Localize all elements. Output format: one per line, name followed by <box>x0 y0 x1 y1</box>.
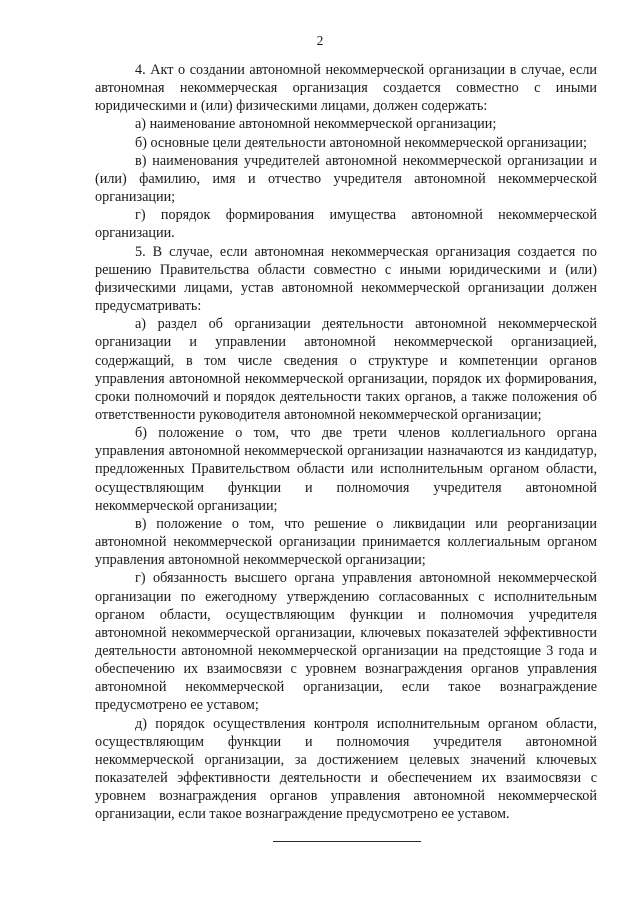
paragraph-4-intro: 4. Акт о создании автономной некоммерческой организации в случае, если автономная некоммерческая организация создается совместно с иными юридическими и (или) физическими лицами, должен содержать: <box>95 62 597 115</box>
paragraph-5a: а) раздел об организации деятельности автономной некоммерческой организации и управлении автономной некоммерческой организацией, содержащий, в том числе сведения о структуре и компетенции органов управления автономной некоммерческой организации, порядок их формирования, сроки полномочий и порядок деятельности таких органов, а также положения об ответственности руководителя автономной некоммерческой организации; <box>95 316 597 423</box>
paragraph-5d: д) порядок осуществления контроля исполнительным органом области, осуществляющим функции и полномочия учредителя автономной некоммерческой организации, за достижением целевых значений ключевых показателей эффективности деятельности и обеспечением их взаимосвязи с уровнем вознаграждения органов управления автономной некоммерческой организации, если такое вознаграждение предусмотрено ее уставом. <box>95 715 597 823</box>
page-number: 2 <box>316 33 324 48</box>
paragraph-5b: б) положение о том, что две трети членов коллегиального органа управления автономной некоммерческой организации назначаются из кандидатур, предложенных Правительством области или исполнительным органом области, осуществляющим функции и полномочия учредителя автономной некоммерческой организации; <box>95 425 597 514</box>
end-of-text-divider <box>273 841 421 842</box>
paragraph-4v: в) наименования учредителей автономной некоммерческой организации и (или) фамилию, имя и отчество учредителя автономной некоммерческой организации; <box>95 152 597 206</box>
paragraph-4a: а) наименование автономной некоммерческой организации; <box>135 116 497 133</box>
paragraph-5g: г) обязанность высшего органа управления автономной некоммерческой организации по ежегодному утверждению согласованных с исполнительным органом области, осуществляющим функции и полномочия учредителя автономной некоммерческой организации, ключевых показателей эффективности деятельности автономной некоммерческой организации на предстоящие 3 года и обеспечению их взаимосвязи с уровнем вознаграждения органов управления автономной некоммерческой организации, если такое вознаграждение предусмотрено ее уставом; <box>95 570 597 714</box>
paragraph-5v: в) положение о том, что решение о ликвидации или реорганизации автономной некоммерческой организации принимается коллегиальным органом управления автономной некоммерческой организации; <box>95 515 597 569</box>
document-body <box>95 61 597 824</box>
paragraph-5-intro: 5. В случае, если автономная некоммерческая организация создается по решению Правительства области совместно с иными юридическими и (или) физическими лицами, устав автономной некоммерческой организации должен предусматривать: <box>95 243 597 315</box>
paragraph-4b: б) основные цели деятельности автономной некоммерческой организации; <box>135 134 587 151</box>
paragraph-4g: г) порядок формирования имущества автономной некоммерческой организации. <box>95 207 597 242</box>
